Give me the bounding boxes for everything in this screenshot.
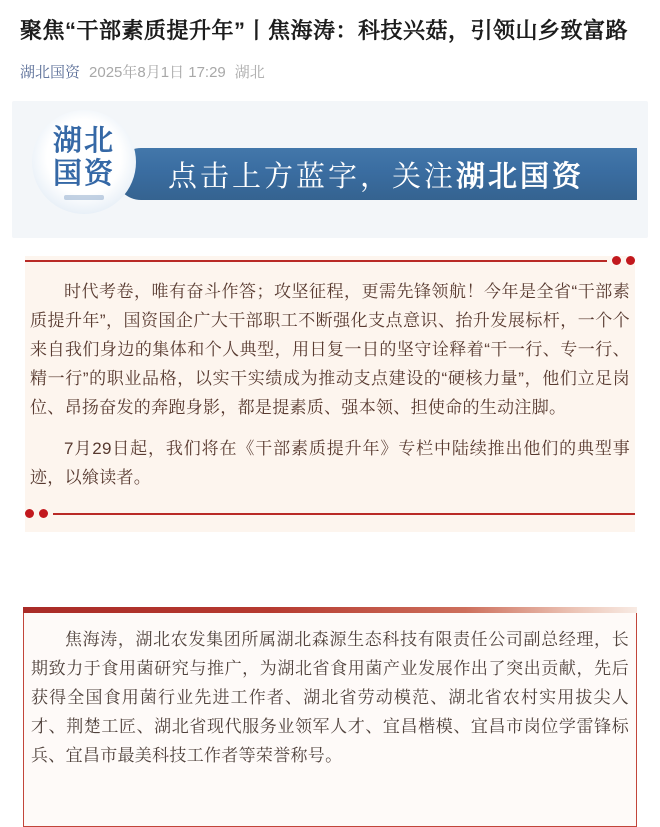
hubei-guozi-logo	[32, 110, 136, 214]
red-dot	[626, 256, 635, 265]
profile-text	[24, 613, 636, 770]
header-banner-image[interactable]	[12, 101, 648, 238]
intro-text	[25, 265, 635, 493]
bottom-rule-decoration	[25, 509, 635, 518]
ribbon-text: 点击上方蓝字，关注	[167, 160, 456, 193]
author-link[interactable]: 湖北国资	[20, 64, 81, 81]
logo-text-line2: 国资	[52, 156, 115, 190]
red-dot	[25, 509, 34, 518]
ribbon-text-bold: 湖北国资	[456, 160, 585, 193]
red-dot	[612, 256, 621, 265]
intro-paragraph: 时代考卷，唯有奋斗作答；攻坚征程，更需先锋领航！今年是全省“干部素质提升年”，国资国企广大干部职工不断强化支点意识、抬升发展标杆，一个个来自我们身边的集体和个人典型，用日复一日的坚守诠释着“干一行、专一行、精一行”的职业品格，以实干实绩成为推动支点建设的“硬核力量”，他们立足岗位、昂扬奋发的奔跑身影，都是提素质、强本领、担使命的生动注脚。	[30, 282, 630, 417]
article-meta	[20, 61, 640, 82]
publish-location: 湖北	[234, 64, 265, 81]
logo-subtext	[64, 195, 104, 200]
article-title: 聚焦“干部素质提升年”丨焦海涛：科技兴菇，引领山乡致富路	[20, 18, 629, 43]
publish-date: 2025年8月1日 17:29	[89, 64, 226, 81]
profile-paragraph: 焦海涛，湖北农发集团所属湖北森源生态科技有限责任公司副总经理，长期致力于食用菌研究与推广，为湖北省食用菌产业发展作出了突出贡献，先后获得全国食用菌行业先进工作者、湖北省劳动模范、湖北省农村实用拔尖人才、荆楚工匠、湖北省现代服务业领军人才、宜昌楷模、宜昌市岗位学雷锋标兵、宜昌市最美科技工作者等荣誉称号。	[31, 630, 629, 765]
logo-text-line1: 湖北	[52, 122, 115, 157]
intro-paragraph: 7月29日起，我们将在《干部素质提升年》专栏中陆续推出他们的典型事迹，以飨读者。	[30, 439, 630, 488]
profile-section	[23, 607, 637, 827]
red-line	[25, 260, 607, 262]
red-line	[53, 513, 635, 515]
follow-ribbon	[115, 148, 637, 200]
top-rule-decoration	[25, 256, 635, 265]
intro-section	[25, 256, 635, 532]
red-dot	[39, 509, 48, 518]
